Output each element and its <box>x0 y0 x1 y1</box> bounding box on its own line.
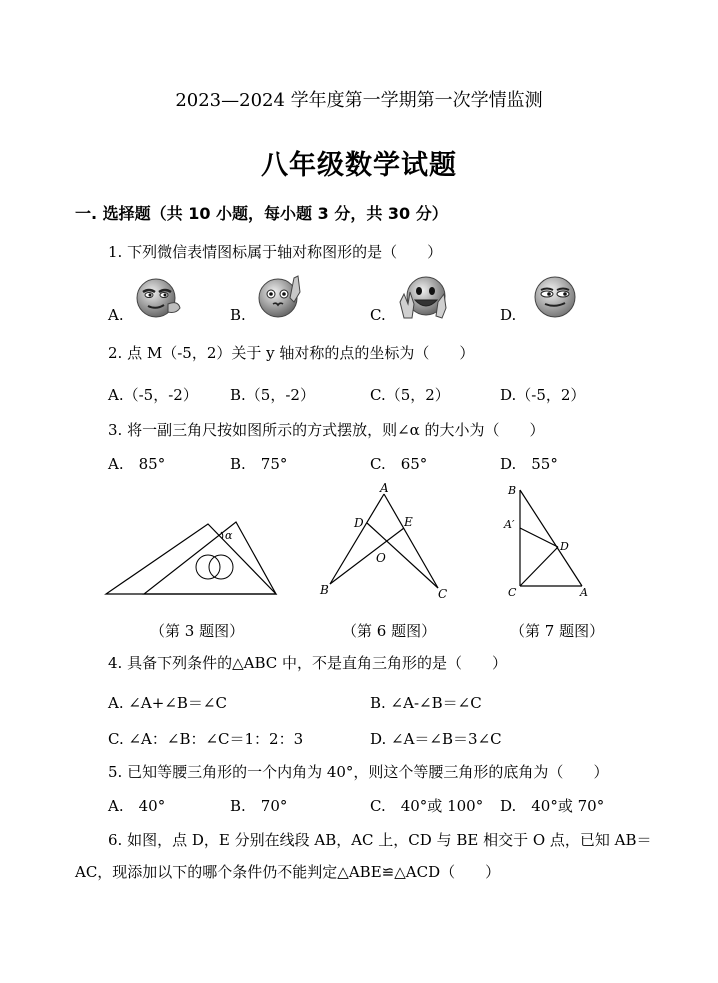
fig3-set-square <box>144 522 276 594</box>
question-2: 2. 点 M（-5，2）关于 y 轴对称的点的坐标为（ ） <box>108 344 475 362</box>
peace-emoji-icon <box>398 274 452 322</box>
fig6-label-d: D <box>354 516 364 530</box>
q1-option-a: A. <box>108 306 124 324</box>
exam-header: 2023—2024 学年度第一学期第一次学情监测 <box>175 90 543 111</box>
figure-7-triangle <box>500 480 600 600</box>
q2-option-d: D.（-5，2） <box>500 386 586 404</box>
q5-option-a: A. 40° <box>108 797 166 815</box>
question-6-line-1: 6. 如图，点 D，E 分别在线段 AB，AC 上，CD 与 BE 相交于 O 点，已知 AB＝ <box>108 831 652 849</box>
fig3-large-triangle <box>106 524 276 594</box>
q1-option-d: D. <box>500 306 517 324</box>
q2-option-a: A.（-5，-2） <box>108 386 198 404</box>
fig7-label-a: A <box>580 586 588 599</box>
figure-3-triangles <box>104 518 280 600</box>
figure-6-triangles <box>316 480 456 604</box>
q3-option-b: B. 75° <box>230 455 288 473</box>
q5-option-d: D. 40°或 70° <box>500 797 605 815</box>
thinking-emoji-icon <box>256 272 306 322</box>
q3-option-d: D. 55° <box>500 455 558 473</box>
q2-option-b: B.（5，-2） <box>230 386 315 404</box>
fig6-label-b: B <box>320 583 329 597</box>
fig7-label-b: B <box>508 484 517 497</box>
q3-option-a: A. 85° <box>108 455 166 473</box>
question-6-line-2: AC，现添加以下的哪个条件仍不能判定△ABE≌△ACD（ ） <box>75 863 501 881</box>
q4-option-b: B. ∠A-∠B＝∠C <box>370 694 482 712</box>
q3-option-c: C. 65° <box>370 455 428 473</box>
q5-option-b: B. 70° <box>230 797 288 815</box>
q1-option-c: C. <box>370 306 386 324</box>
fig7-label-a-prime: A′ <box>504 518 515 531</box>
q5-option-c: C. 40°或 100° <box>370 797 484 815</box>
figure-6-caption: （第 6 题图） <box>342 622 437 640</box>
figure-3-caption: （第 3 题图） <box>150 622 245 640</box>
figure-7-caption: （第 7 题图） <box>510 622 605 640</box>
question-5: 5. 已知等腰三角形的一个内角为 40°，则这个等腰三角形的底角为（ ） <box>108 763 609 781</box>
fig7-label-d: D <box>560 540 569 553</box>
q4-option-d: D. ∠A＝∠B＝3∠C <box>370 730 502 748</box>
exam-title: 八年级数学试题 <box>261 150 457 181</box>
fig7-label-c: C <box>508 586 517 599</box>
q4-option-a: A. ∠A+∠B＝∠C <box>108 694 227 712</box>
fig3-label-alpha: α <box>225 529 233 542</box>
fig6-label-a: A <box>380 481 389 495</box>
fig6-label-o: O <box>376 551 386 565</box>
question-3: 3. 将一副三角尺按如图所示的方式摆放，则∠α 的大小为（ ） <box>108 421 545 439</box>
q1-option-b: B. <box>230 306 246 324</box>
section-heading: 一. 选择题（共 10 小题，每小题 3 分，共 30 分） <box>75 204 448 223</box>
fig3-circle-right <box>209 555 233 579</box>
fig6-label-c: C <box>438 587 448 601</box>
q2-option-c: C.（5，2） <box>370 386 450 404</box>
smirk-emoji-icon <box>134 274 184 322</box>
squint-emoji-icon <box>532 274 580 320</box>
fig6-label-e: E <box>404 515 413 529</box>
question-4: 4. 具备下列条件的△ABC 中，不是直角三角形的是（ ） <box>108 654 507 672</box>
question-1: 1. 下列微信表情图标属于轴对称图形的是（ ） <box>108 243 443 261</box>
q4-option-c: C. ∠A：∠B：∠C＝1：2：3 <box>108 730 304 748</box>
fig3-circle-left <box>196 555 220 579</box>
